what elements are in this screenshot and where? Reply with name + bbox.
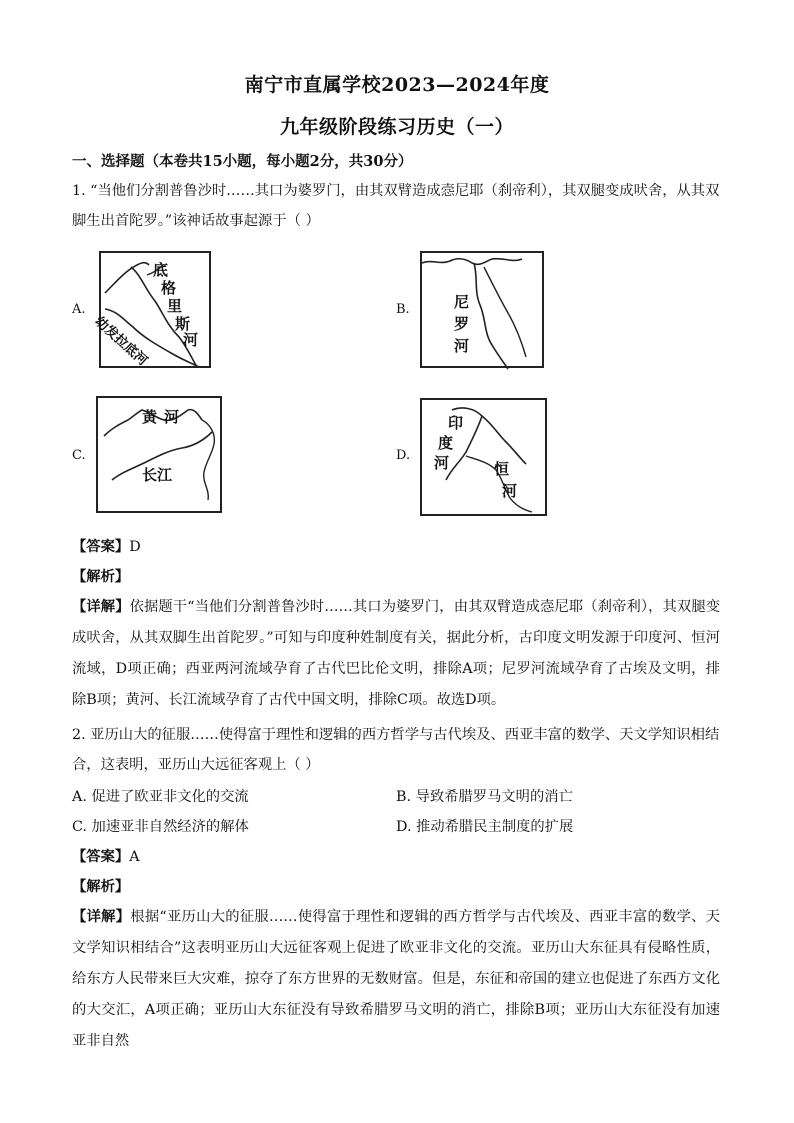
q2-option-d: D. 推动希腊民主制度的扩展 [396, 819, 574, 835]
map-a-tigris-char-3: 里 [167, 297, 183, 315]
map-mesopotamia [91, 251, 211, 369]
q2-stem-line1: 2. 亚历山大的征服……使得富于理性和逻辑的西方哲学与古代埃及、西亚丰富的数学、天文学知识相结 [72, 727, 720, 743]
page-subtitle: 九年级阶段练习历史（一） [279, 116, 514, 138]
q2-option-b: B. 导致希腊罗马文明的消亡 [396, 789, 573, 805]
map-a-tigris-char-1: 底 [153, 261, 169, 279]
q2-analysis-heading: 【解析】 [72, 879, 130, 895]
map-c-yangtze-label: 长江 [142, 466, 173, 484]
q1-option-a-label: A. [72, 302, 86, 317]
map-b-nile-char-1: 尼 [454, 293, 470, 311]
q1-stem-line1: 1. “当他们分割普鲁沙时……其口为婆罗门，由其双臂造成悫尼耶（刹帝利），其双腿变成吠舍，从其双 [72, 183, 720, 199]
map-a-tigris-char-5: 河 [183, 331, 199, 349]
q2-answer [72, 846, 140, 868]
q1-stem-line2: 脚生出首陀罗。”该神话故事起源于（ ） [72, 213, 320, 229]
map-china [96, 396, 222, 513]
q1-answer-tag: 【答案】 [72, 539, 130, 555]
map-china-rivers [98, 398, 224, 515]
map-a-euphrates-label: 幼发拉底河 [91, 314, 150, 369]
map-india [420, 398, 547, 516]
map-nile [420, 251, 544, 368]
q1-analysis-heading: 【解析】 [72, 569, 130, 585]
q1-option-c-label: C. [72, 448, 86, 463]
section-heading: 一、选择题（本卷共15小题，每小题2分，共30分） [72, 153, 413, 170]
map-a-tigris-char-2: 格 [161, 279, 177, 297]
q2-answer-tag: 【答案】 [72, 849, 130, 865]
q1-answer-value: D [129, 539, 141, 555]
q1-detail [72, 592, 720, 716]
q2-option-c: C. 加速亚非自然经济的解体 [72, 819, 249, 835]
q2-option-a: A. 促进了欧亚非文化的交流 [72, 789, 249, 805]
q1-option-d-label: D. [396, 448, 411, 463]
map-a-tigris-char-4: 斯 [175, 315, 191, 333]
q2-detail-text: 根据“亚历山大的征服……使得富于理性和逻辑的西方哲学与古代埃及、西亚丰富的数学、天文学知识相结合”这表明亚历山大远征客观上促进了欧亚非文化的交流。亚历山大东征具有侵略性质，给东方人民带来巨大灾难，掠夺了东方世界的无数财富。但是，东征和帝国的建立也促进了东西方文化的大交汇，A项正确；亚历山大东征没有导致希腊罗马文明的消亡，排除B项；亚历山大东征没有加速亚非自然 [72, 909, 721, 1049]
q2-answer-value: A [129, 849, 140, 865]
map-c-huanghe-char-2: 河 [164, 408, 180, 426]
map-d-ganges-char-1: 恒 [494, 460, 510, 478]
q1-option-b-label: B. [396, 302, 410, 317]
q1-answer [72, 536, 141, 558]
q1-detail-tag: 【详解】 [72, 599, 130, 615]
map-nile-rivers [422, 253, 546, 370]
map-d-indus-char-1: 印 [448, 414, 464, 432]
map-d-indus-char-3: 河 [434, 454, 450, 472]
q1-detail-text: 依据题干“当他们分割普鲁沙时……其口为婆罗门，由其双臂造成悫尼耶（刹帝利），其双腿变成吠舍，从其双脚生出首陀罗。”可知与印度种姓制度有关，据此分析，古印度文明发源于印度河、恒河流域，D项正确；西亚两河流域孕育了古代巴比伦文明，排除A项；尼罗河流域孕育了古埃及文明，排除B项；黄河、长江流域孕育了古代中国文明，排除C项。故选D项。 [72, 599, 721, 708]
map-d-indus-char-2: 度 [438, 434, 454, 452]
q2-stem-line2: 合，这表明，亚历山大远征客观上（ ） [72, 757, 320, 773]
map-b-nile-char-3: 河 [454, 337, 470, 355]
map-b-nile-char-2: 罗 [454, 315, 470, 333]
map-c-huanghe-char-1: 黄 [142, 408, 158, 426]
q2-detail-tag: 【详解】 [72, 909, 131, 925]
map-d-ganges-char-2: 河 [502, 482, 518, 500]
q2-detail [72, 902, 720, 1057]
page-title: 南宁市直属学校2023—2024年度 [244, 74, 550, 96]
